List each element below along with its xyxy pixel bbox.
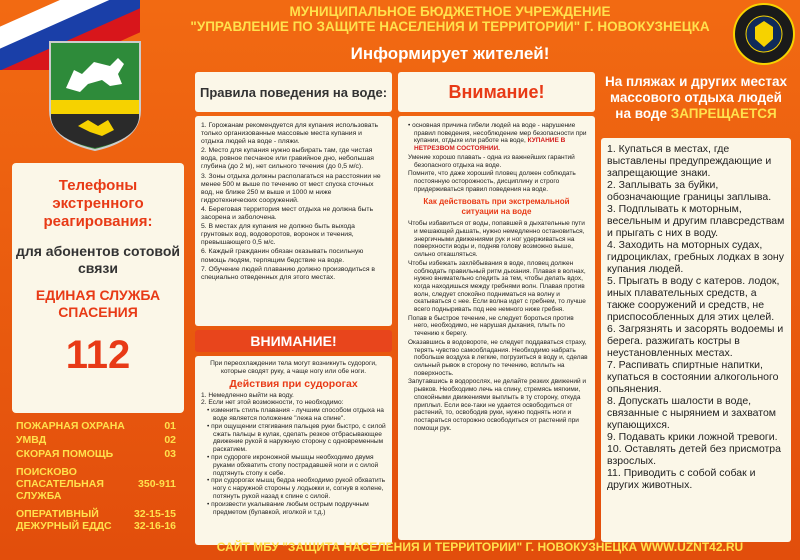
- rule-item: 7. Обучение людей плаванию должно производиться в специально отведенных для этого местах.: [201, 265, 375, 281]
- prohibited-item: 3. Подплывать к моторным, весельным и другим плавсредствам и прыгать с них в воду.: [607, 203, 785, 239]
- cramp-item: • изменить стиль плавания - лучшим способом отдыха на воде является положение "лежа на спине".: [207, 407, 384, 422]
- cramp-item: 1. Немедленно выйти на воду.: [201, 391, 294, 399]
- rules-body: [195, 116, 392, 326]
- attention-banner: ВНИМАНИЕ!: [195, 330, 392, 352]
- phone-row: ПОЖАРНАЯ ОХРАНА 01: [16, 420, 176, 432]
- cramp-item: • при судорогах мышц бедра необходимо рукой обхватить ногу с наружной стороны у лодыжки и, согнув в колене, потянуть рукой назад к спине с силой.: [207, 477, 386, 500]
- rule-item: 2. Место для купания нужно выбирать там, где чистая вода, ровное песчаное или гравийное дно, небольшая глубина (до 2 м), нет сильного течения (до 0,5 м/с).: [201, 147, 374, 171]
- emergency-subtitle: для абонентов сотовой связи: [15, 243, 181, 276]
- prohibited-item: 4. Заходить на моторных судах, гидроциклах, гребных лодках в зону купания людей.: [607, 239, 784, 275]
- cramp-item: • при ощущении стягивания пальцев руки быстро, с силой сжать пальцы в кулак, сделать резкое отбрасывающее движение рукой в наружную сторону с одновременным раскатием.: [207, 422, 386, 454]
- prohibited-item: 7. Распивать спиртные напитки, купаться в состоянии алкогольного опьянения.: [607, 359, 779, 395]
- prohibited-item: 1. Купаться в местах, где выставлены предупреждающие и запрещающие знаки.: [607, 143, 772, 179]
- phone-row: УМВД 02: [16, 434, 176, 446]
- prohibited-highlight: ЗАПРЕЩАЕТСЯ: [670, 106, 777, 121]
- attention-item: • основная причина гибели людей на воде - нарушение правил поведения, несоблюдение мер безопасности при купании, отдыхе или работе на воде, КУПАНИЕ В НЕТРЕЗВОМ СОСТОЯНИИ.: [408, 122, 587, 153]
- attention-item: Умение хорошо плавать - одна из важнейших гарантий безопасного отдыха на воде.: [408, 153, 575, 169]
- attention-column: [398, 72, 595, 542]
- rules-column: [195, 72, 392, 542]
- prohibited-item: 2. Заплывать за буйки, обозначающие границы заплыва.: [607, 179, 772, 203]
- cramp-item: 2. Если нет этой возможности, то необходимо:: [201, 399, 344, 407]
- header-organization: [170, 4, 730, 34]
- attention-title: Внимание!: [398, 72, 595, 112]
- header-informs: Информирует жителей!: [350, 44, 550, 63]
- header-line-2: "УПРАВЛЕНИЕ ПО ЗАЩИТЕ НАСЕЛЕНИЯ И ТЕРРИТОРИИ" Г. НОВОКУЗНЕЦКА: [190, 19, 710, 34]
- action-item: Чтобы избежать захлёбывания в воде, пловец должен соблюдать правильный ритм дыхания. Плавая в волнах, нужно внимательно следить за тем, чтобы делать вдох, когда находишься между гребнями волн. Плавая против волн, следует спокойно подниматься на волну и скатываться с нее. Если волна идет с гребнем, то лучше всего подныривать под нее немного ниже гребня.: [408, 259, 586, 314]
- emergency-phones-panel: [12, 163, 184, 413]
- highlight-text: КУПАНИЕ В НЕТРЕЗВОМ СОСТОЯНИИ.: [414, 137, 566, 153]
- prohibited-item: 8. Допускать шалости в воде, связанные с нырянием и захватом купающихся.: [607, 395, 777, 431]
- phone-row: ПОИСКОВО СПАСАТЕЛЬНАЯ СЛУЖБА 350-911: [16, 466, 176, 502]
- coat-of-arms-icon: [48, 40, 142, 152]
- rule-item: 6. Каждый гражданин обязан оказывать посильную помощь людям, терпящим бедствие на воде.: [201, 248, 364, 264]
- emergency-title: Телефоны экстренного реагирования:: [43, 177, 153, 230]
- cramp-item: • при судороге икроножной мышцы необходимо двумя руками обхватить стопу пострадавшей ноги и с силой подтянуть стопу к себе.: [207, 453, 379, 477]
- prohibited-item: 9. Подавать крики ложной тревоги.: [607, 431, 778, 443]
- prohibited-column: [601, 72, 791, 542]
- cramps-body: [195, 356, 392, 545]
- phone-list: [16, 420, 176, 534]
- rules-title: Правила поведения на воде:: [195, 72, 392, 112]
- prohibited-item: 5. Прыгать в воду с катеров. лодок, иных плавательных средств, а также сооружений и средств, не приспособленных для этих целей.: [607, 275, 780, 323]
- prohibited-item: 10. Оставлять детей без присмотра взрослых.: [607, 443, 781, 467]
- rule-item: 1. Горожанам рекомендуется для купания использовать только организованные массовые места купания и отдыха людей на воде - пляжи.: [201, 122, 379, 146]
- rule-item: 4. Береговая территория мест отдыха не должна быть засорена и заболочена.: [201, 205, 374, 222]
- attention-text: При переохлаждении тела могут возникнуть судороги, которые сводят руку, а чаще ногу или обе ноги.: [210, 360, 377, 375]
- cramp-item: • произвести укалывание любым острым подручным предметом (булавкой, иголкой и т.д.): [207, 500, 369, 516]
- organization-emblem-icon: [733, 3, 795, 65]
- action-item: Чтобы избавиться от воды, попавшей в дыхательные пути и мешающей дышать, нужно немедленно остановиться, энергичными движениями рук и ног удерживаться на поверхности воды и, подняв голову возможно выше, сильно откашляться.: [408, 220, 585, 259]
- emergency-service: ЕДИНАЯ СЛУЖБА СПАСЕНИЯ: [35, 287, 161, 320]
- rule-item: 5. В местах для купания не должно быть выхода грунтовых вод, водоворотов, воронок и течения, превышающего 0,5 м/с.: [201, 223, 355, 247]
- phone-row: ОПЕРАТИВНЫЙ ДЕЖУРНЫЙ ЕДДС 32-15-15 32-16-16: [16, 508, 176, 532]
- action-item: Попав в быстрое течение, не следует бороться против него, необходимо, не нарушая дыхания, плыть по течению к берегу.: [408, 314, 574, 338]
- extreme-situation-title: Как действовать при экстремальной ситуации на воде: [423, 197, 570, 217]
- prohibited-title: На пляжах и других местах массового отдыха людей на воде ЗАПРЕЩАЕТСЯ: [605, 74, 787, 121]
- header-line-1: МУНИЦИПАЛЬНОЕ БЮДЖЕТНОЕ УЧРЕЖДЕНИЕ: [289, 4, 611, 19]
- prohibited-list: [601, 138, 791, 542]
- attention-body: [398, 116, 595, 540]
- prohibited-item: 6. Загрязнять и засорять водоемы и берега. разжигать костры в неустановленных местах.: [607, 323, 784, 359]
- phone-row: СКОРАЯ ПОМОЩЬ 03: [16, 448, 176, 460]
- prohibited-item: 11. Приводить с собой собак и других животных.: [607, 467, 756, 491]
- emergency-number: 112: [65, 333, 131, 377]
- action-item: Оказавшись в водовороте, не следует поддаваться страху, терять чувство самообладания. Необходимо набрать побольше воздуха в легкие, погрузиться в воду и, сделав сильный рывок в сторону по течению, всплыть на поверхность.: [408, 338, 588, 377]
- footer-site: САЙТ МБУ "ЗАЩИТА НАСЕЛЕНИЯ И ТЕРРИТОРИИ" Г. НОВОКУЗНЕЦКА WWW.UZNT42.RU: [216, 540, 744, 554]
- cramps-title: Действия при судорогах: [229, 377, 358, 390]
- rule-item: 3. Зоны отдыха должны располагаться на расстоянии не менее 500 м выше по течению от мест спуска сточных вод, не ближе 250 м выше и 1000 м ниже гидротехнических сооружений.: [201, 172, 381, 204]
- attention-item: Помните, что даже хороший пловец должен соблюдать постоянную осторожность, дисциплину и строго придерживаться правил поведения на воде.: [408, 170, 576, 193]
- action-item: Запутавшись в водорослях, не делайте резких движений и рывков. Необходимо лечь на спину, стремясь мягкими, спокойными движениями выплыть в ту сторону, откуда приплыл. Если все-таки не удается освободиться от растений, то, освободив руки, нужно поднять ноги и постараться осторожно освободиться от растений при помощи рук.: [408, 378, 587, 432]
